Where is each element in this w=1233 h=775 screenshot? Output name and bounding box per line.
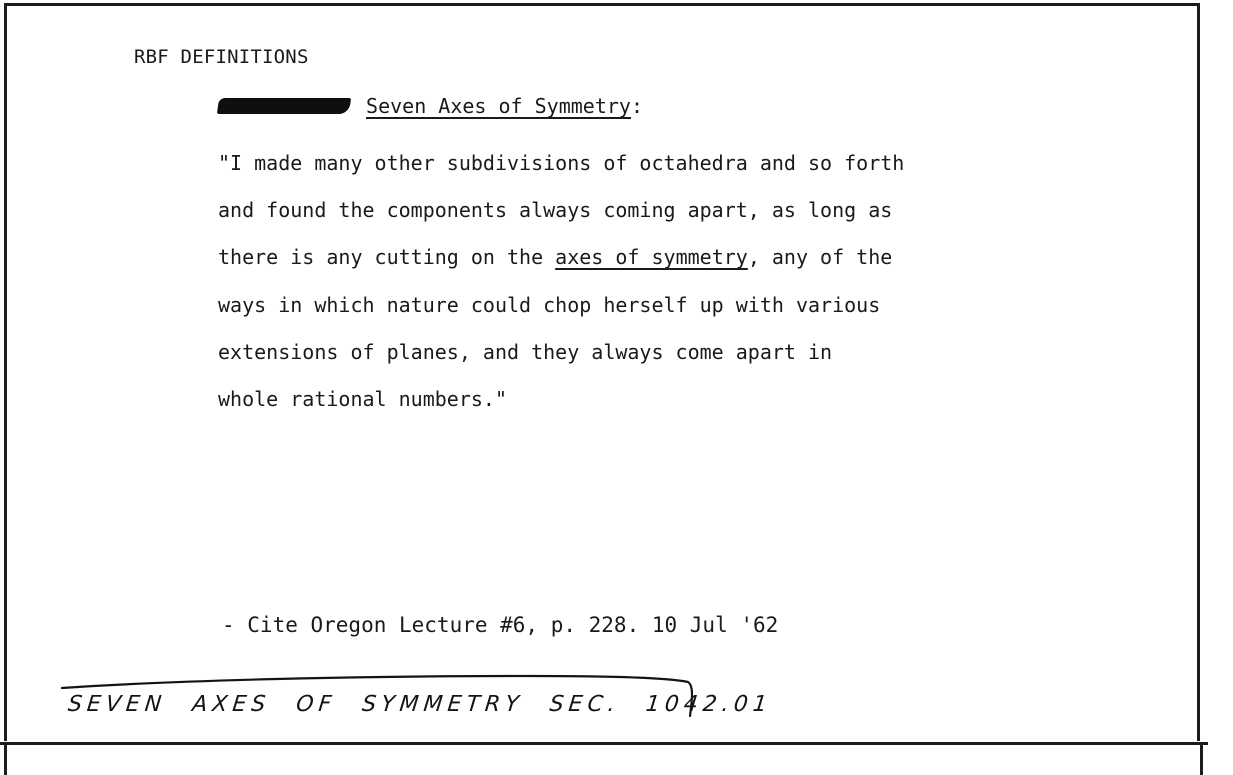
document-header: RBF DEFINITIONS bbox=[134, 46, 309, 68]
quote-line-3-start: there is any cutting on the bbox=[218, 245, 556, 270]
card-bottom-rule bbox=[0, 742, 1208, 745]
handwritten-note-text: SEVEN AXES OF SYMMETRY SEC. 1042.01 bbox=[66, 692, 774, 717]
entry-heading-colon: : bbox=[630, 94, 643, 118]
next-card-right-edge bbox=[1200, 742, 1203, 775]
definition-quote bbox=[218, 140, 904, 423]
entry-heading bbox=[218, 94, 643, 118]
citation: - Cite Oregon Lecture #6, p. 228. 10 Jul '62 bbox=[222, 613, 779, 637]
quote-line-6: whole rational numbers." bbox=[218, 387, 507, 412]
entry-heading-text: Seven Axes of Symmetry bbox=[366, 94, 631, 118]
quote-line-5: extensions of planes, and they always come apart in bbox=[218, 339, 833, 364]
quote-line-3-end: , any of the bbox=[747, 245, 893, 270]
quote-line-1: "I made many other subdivisions of octahedra and so forth bbox=[218, 151, 905, 175]
next-card-left-edge bbox=[4, 742, 7, 775]
quote-emphasis: axes of symmetry bbox=[555, 245, 748, 270]
quote-line-4: ways in which nature could chop herself up with various bbox=[218, 292, 881, 317]
quote-line-2: and found the components always coming apart, as long as bbox=[218, 198, 893, 223]
redaction-mark bbox=[217, 98, 351, 114]
handwritten-note bbox=[60, 670, 774, 730]
